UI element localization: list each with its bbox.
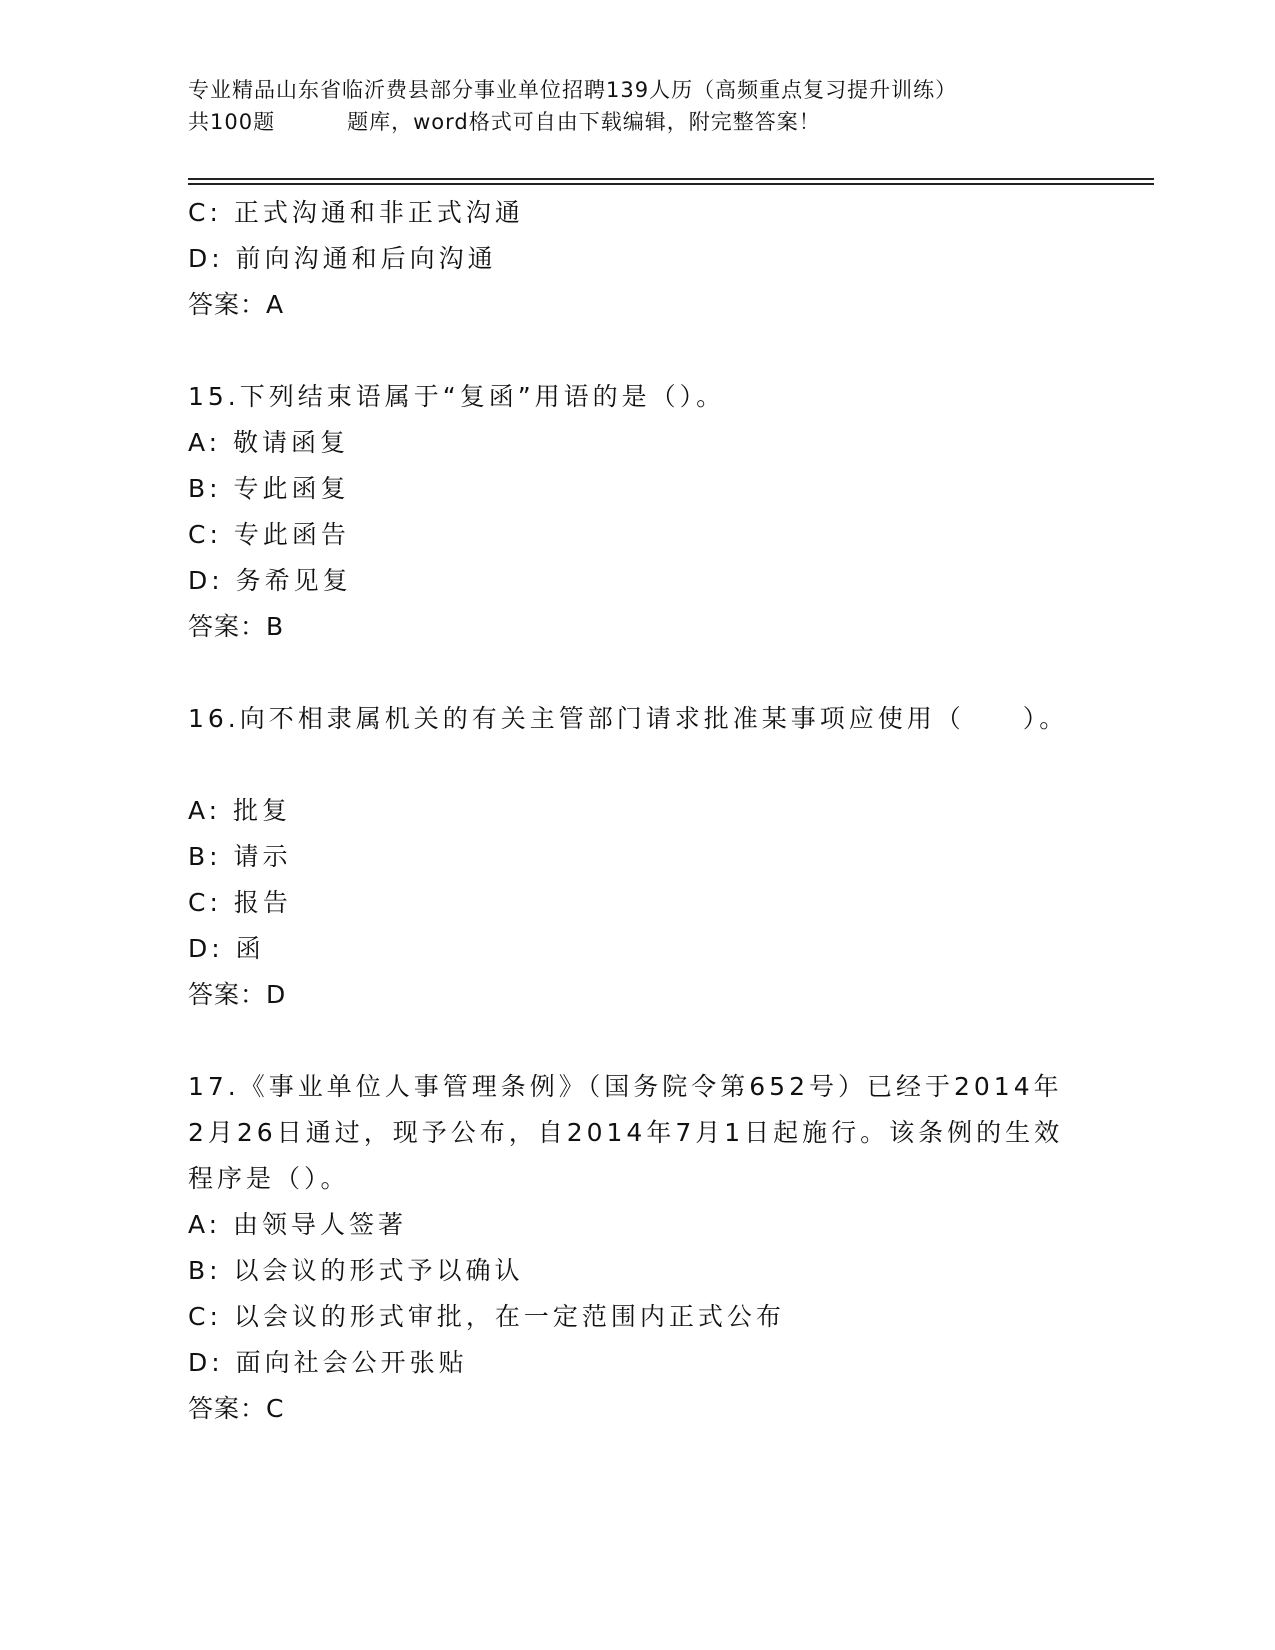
q15-option-a: A: 敬请函复: [188, 428, 350, 457]
q16-answer: 答案：D: [188, 980, 287, 1009]
q14-answer: 答案：A: [188, 290, 285, 319]
q14-option-c: C: 正式沟通和非正式沟通: [188, 198, 524, 227]
q17-answer: 答案：C: [188, 1394, 285, 1423]
header-rule-top: [188, 178, 1154, 180]
q15-answer: 答案：B: [188, 612, 285, 641]
q17-option-a: A: 由领导人签著: [188, 1210, 408, 1239]
header-description: 题库，word格式可自由下载编辑，附完整答案！: [347, 110, 821, 134]
q16-option-d: D: 函: [188, 934, 265, 963]
q15-stem: 15.下列结束语属于“复函”用语的是（）。: [188, 382, 726, 411]
header-question-count: 共100题: [188, 110, 276, 134]
q17-option-d: D: 面向社会公开张贴: [188, 1348, 468, 1377]
q17-stem-line2: 2月26日通过，现予公布，自2014年7月1日起施行。该条例的生效: [188, 1118, 1064, 1147]
page-header: [188, 74, 1088, 138]
q16-option-c: C: 报告: [188, 888, 292, 917]
q14-option-d: D: 前向沟通和后向沟通: [188, 244, 497, 273]
q16-option-a: A: 批复: [188, 796, 292, 825]
q17-option-b: B: 以会议的形式予以确认: [188, 1256, 524, 1285]
question-content: [188, 190, 1088, 1432]
header-rule-bottom: [188, 183, 1154, 185]
q16-option-b: B: 请示: [188, 842, 292, 871]
header-title-line: 专业精品山东省临沂费县部分事业单位招聘139人历（高频重点复习提升训练）: [188, 78, 958, 102]
q16-stem: 16.向不相隶属机关的有关主管部门请求批准某事项应使用（ ）。: [188, 704, 1069, 733]
header-subtitle-line: [188, 106, 1088, 138]
q17-option-c: C: 以会议的形式审批，在一定范围内正式公布: [188, 1302, 785, 1331]
q15-option-c: C: 专此函告: [188, 520, 350, 549]
q17-stem-line1: 17.《事业单位人事管理条例》（国务院令第652号）已经于2014年: [188, 1072, 1063, 1101]
q15-option-b: B: 专此函复: [188, 474, 350, 503]
q17-stem-line3: 程序是（）。: [188, 1164, 350, 1193]
q15-option-d: D: 务希见复: [188, 566, 352, 595]
